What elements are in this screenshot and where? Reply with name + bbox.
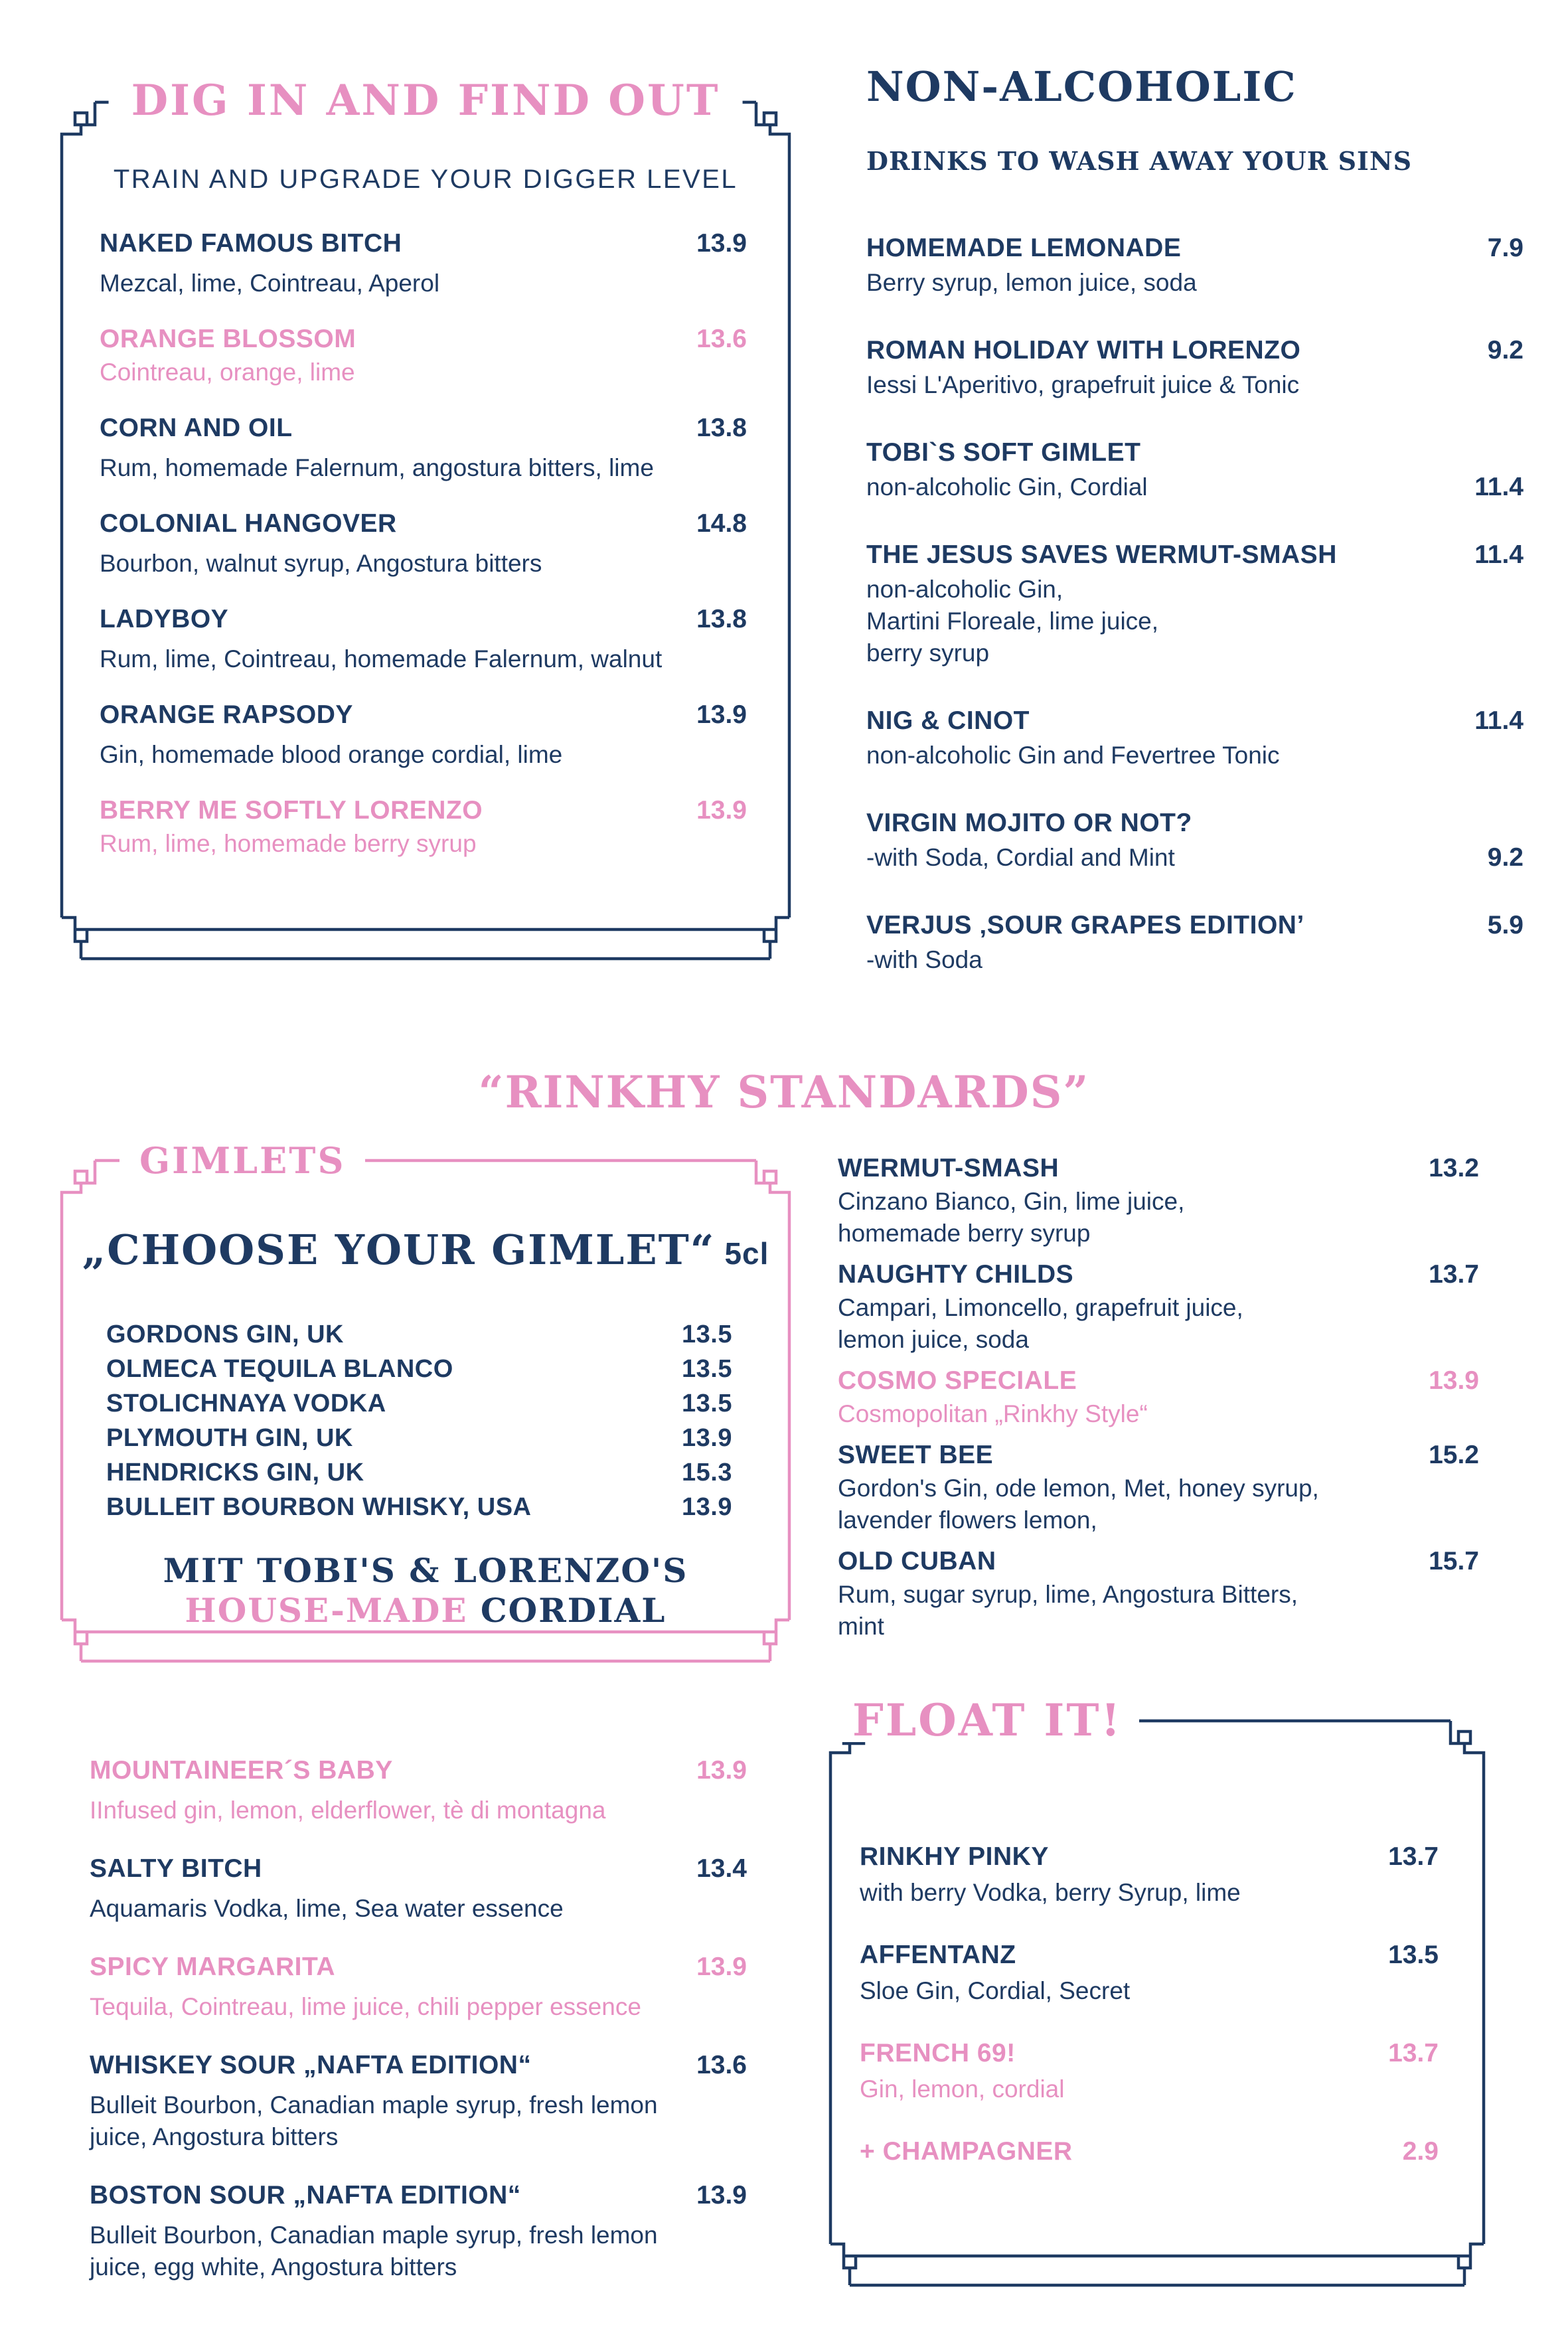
gimlets-footer-line1: MIT TOBI'S & LORENZO'S bbox=[163, 1551, 688, 1590]
item-name: ORANGE RAPSODY bbox=[100, 700, 353, 729]
item-desc-row bbox=[838, 1579, 1479, 1611]
item-desc: Rum, homemade Falernum, angostura bitters, lime bbox=[100, 454, 654, 481]
item-desc: berry syrup bbox=[866, 639, 990, 667]
item-desc-row bbox=[100, 828, 747, 860]
item-desc-row bbox=[866, 637, 1524, 669]
item-desc-row bbox=[866, 944, 1524, 976]
item-name: CORN AND OIL bbox=[100, 414, 293, 442]
dig-in-item-list bbox=[100, 229, 747, 885]
item-desc: Rum, sugar syrup, lime, Angostura Bitters, bbox=[838, 1581, 1298, 1608]
item-desc-row bbox=[90, 1893, 747, 1925]
item-desc-row bbox=[100, 357, 747, 388]
item-name: THE JESUS SAVES WERMUT-SMASH bbox=[866, 540, 1337, 569]
menu-item bbox=[866, 809, 1524, 874]
item-desc-row bbox=[90, 1795, 747, 1826]
menu-item bbox=[90, 2181, 747, 2283]
item-name-row bbox=[90, 2181, 747, 2210]
gimlets-footer-accent: HOUSE-MADE bbox=[185, 1591, 468, 1630]
menu-item bbox=[860, 2039, 1439, 2105]
item-price: 15.7 bbox=[1429, 1547, 1479, 1575]
gimlet-row bbox=[106, 1386, 732, 1421]
item-desc: lemon juice, soda bbox=[838, 1326, 1029, 1353]
gimlets-headline-text: „CHOOSE YOUR GIMLET“ bbox=[82, 1226, 716, 1274]
item-name: AFFENTANZ bbox=[860, 1941, 1016, 1969]
item-desc-row bbox=[860, 1877, 1439, 1909]
gimlet-row bbox=[106, 1455, 732, 1490]
item-name: ORANGE BLOSSOM bbox=[100, 325, 356, 353]
item-price: 13.7 bbox=[1388, 1842, 1439, 1871]
item-desc-row bbox=[866, 574, 1524, 605]
item-name-row bbox=[100, 229, 747, 258]
item-name-row bbox=[838, 1260, 1479, 1289]
item-desc: Rum, lime, Cointreau, homemade Falernum, walnut bbox=[100, 645, 663, 673]
item-name-row bbox=[90, 1854, 747, 1884]
menu-item bbox=[100, 414, 747, 484]
gimlet-price: 13.5 bbox=[682, 1321, 732, 1348]
item-desc-row bbox=[838, 1218, 1479, 1249]
item-desc: Bulleit Bourbon, Canadian maple syrup, fresh lemon bbox=[90, 2091, 658, 2119]
item-desc: Mezcal, lime, Cointreau, Aperol bbox=[100, 270, 440, 297]
item-desc-row bbox=[100, 739, 747, 771]
item-name: RINKHY PINKY bbox=[860, 1842, 1049, 1871]
item-price: 13.8 bbox=[696, 605, 747, 633]
gimlets-headline-size: 5cl bbox=[724, 1236, 769, 1271]
item-desc-row bbox=[838, 1398, 1479, 1430]
item-desc: mint bbox=[838, 1613, 884, 1640]
menu-item bbox=[90, 1953, 747, 2023]
menu-item bbox=[100, 700, 747, 771]
gimlet-spirit-list bbox=[106, 1317, 732, 1524]
item-desc: Berry syrup, lemon juice, soda bbox=[866, 269, 1197, 296]
item-price: 13.7 bbox=[1429, 1260, 1479, 1289]
item-name: MOUNTAINEER´S BABY bbox=[90, 1756, 393, 1785]
item-desc-row bbox=[866, 369, 1524, 401]
item-name: VIRGIN MOJITO OR NOT? bbox=[866, 809, 1192, 837]
item-name: WHISKEY SOUR „NAFTA EDITION“ bbox=[90, 2051, 532, 2079]
menu-item bbox=[90, 1854, 747, 1925]
menu-item bbox=[866, 438, 1524, 503]
item-price: 2.9 bbox=[1402, 2137, 1439, 2166]
menu-item bbox=[866, 706, 1524, 771]
menu-item bbox=[866, 911, 1524, 976]
item-desc: non-alcoholic Gin, bbox=[866, 576, 1063, 603]
item-name: COLONIAL HANGOVER bbox=[100, 509, 397, 538]
item-name: + CHAMPAGNER bbox=[860, 2137, 1073, 2166]
item-price: 13.9 bbox=[696, 229, 747, 258]
item-name-row bbox=[866, 234, 1524, 263]
item-price: 11.4 bbox=[1474, 540, 1524, 569]
item-desc: Sloe Gin, Cordial, Secret bbox=[860, 1977, 1131, 2004]
item-price: 13.6 bbox=[696, 2051, 747, 2079]
gimlet-name: STOLICHNAYA VODKA bbox=[106, 1390, 386, 1417]
item-price: 9.2 bbox=[1487, 336, 1524, 364]
item-desc: Aquamaris Vodka, lime, Sea water essence bbox=[90, 1895, 564, 1922]
item-name-row bbox=[100, 414, 747, 443]
menu-item bbox=[866, 336, 1524, 401]
item-price: 13.2 bbox=[1429, 1154, 1479, 1182]
item-desc-row bbox=[90, 2251, 747, 2283]
item-name-row bbox=[838, 1547, 1479, 1576]
item-name: NIG & CINOT bbox=[866, 706, 1030, 735]
gimlets-headline bbox=[56, 1226, 795, 1274]
item-price: 13.6 bbox=[696, 325, 747, 353]
item-desc: juice, egg white, Angostura bitters bbox=[90, 2253, 457, 2281]
item-desc: non-alcoholic Gin and Fevertree Tonic bbox=[866, 742, 1280, 769]
item-name: BOSTON SOUR „NAFTA EDITION“ bbox=[90, 2181, 521, 2209]
item-desc-row bbox=[838, 1473, 1479, 1504]
menu-item bbox=[838, 1547, 1479, 1643]
item-name-row bbox=[100, 605, 747, 634]
gimlet-name: BULLEIT BOURBON WHISKY, USA bbox=[106, 1493, 532, 1521]
menu-item bbox=[838, 1441, 1479, 1536]
item-desc-row bbox=[100, 268, 747, 299]
item-desc-row bbox=[866, 267, 1524, 299]
item-name-row bbox=[866, 336, 1524, 365]
menu-item bbox=[838, 1154, 1479, 1249]
item-name: BERRY ME SOFTLY LORENZO bbox=[100, 796, 483, 825]
gimlet-row bbox=[106, 1317, 732, 1352]
item-desc: -with Soda, Cordial and Mint bbox=[866, 844, 1175, 871]
item-price: 11.4 bbox=[1474, 473, 1524, 501]
menu-item bbox=[100, 509, 747, 580]
item-desc: Cosmopolitan „Rinkhy Style“ bbox=[838, 1400, 1148, 1427]
item-desc-row bbox=[100, 548, 747, 580]
item-desc-row bbox=[860, 1975, 1439, 2007]
item-price: 13.9 bbox=[696, 796, 747, 825]
item-desc: Gin, homemade blood orange cordial, lime bbox=[100, 741, 563, 768]
menu-item bbox=[860, 1842, 1439, 1909]
item-name-row bbox=[90, 1756, 747, 1785]
gimlet-name: OLMECA TEQUILA BLANCO bbox=[106, 1355, 453, 1383]
menu-item bbox=[866, 234, 1524, 299]
item-name-row bbox=[860, 1941, 1439, 1970]
item-price: 13.9 bbox=[1429, 1366, 1479, 1395]
item-desc: with berry Vodka, berry Syrup, lime bbox=[860, 1879, 1241, 1906]
item-desc: juice, Angostura bitters bbox=[90, 2123, 339, 2150]
menu-item bbox=[100, 229, 747, 299]
item-price: 5.9 bbox=[1487, 911, 1524, 939]
item-desc-row bbox=[860, 2073, 1439, 2105]
gimlets-section bbox=[56, 1139, 795, 1666]
item-desc-row bbox=[90, 2121, 747, 2153]
item-desc-row bbox=[838, 1292, 1479, 1324]
item-name: NAUGHTY CHILDS bbox=[838, 1260, 1074, 1289]
dig-in-subtitle: TRAIN AND UPGRADE YOUR DIGGER LEVEL bbox=[113, 165, 738, 194]
item-name: LADYBOY bbox=[100, 605, 229, 633]
item-desc: Tequila, Cointreau, lime juice, chili pepper essence bbox=[90, 1993, 641, 2020]
item-desc: Gin, lemon, cordial bbox=[860, 2075, 1065, 2103]
item-price: 13.9 bbox=[696, 700, 747, 729]
non-alcoholic-section bbox=[866, 62, 1524, 1013]
item-name-row bbox=[866, 540, 1524, 570]
item-desc: Bulleit Bourbon, Canadian maple syrup, fresh lemon bbox=[90, 2221, 658, 2249]
item-desc-row bbox=[90, 1991, 747, 2023]
item-name-row bbox=[838, 1441, 1479, 1470]
menu-item bbox=[90, 1756, 747, 1826]
item-name-row bbox=[90, 2051, 747, 2080]
item-desc-row bbox=[866, 471, 1524, 503]
gimlet-price: 15.3 bbox=[682, 1459, 732, 1486]
item-price: 13.4 bbox=[696, 1854, 747, 1883]
item-price: 14.8 bbox=[696, 509, 747, 538]
gimlet-row bbox=[106, 1352, 732, 1386]
gimlet-row bbox=[106, 1490, 732, 1524]
gimlets-title: GIMLETS bbox=[119, 1143, 365, 1178]
menu-item bbox=[866, 540, 1524, 669]
standards-item-list bbox=[838, 1154, 1479, 1653]
gimlet-price: 13.9 bbox=[682, 1424, 732, 1452]
item-desc: lavender flowers lemon, bbox=[838, 1506, 1097, 1534]
gimlets-footer-rest: CORDIAL bbox=[467, 1591, 666, 1630]
item-desc: Cointreau, orange, lime bbox=[100, 359, 355, 386]
menu-item bbox=[860, 2137, 1439, 2166]
menu-item bbox=[100, 325, 747, 388]
item-name-row bbox=[100, 325, 747, 354]
item-price: 13.9 bbox=[696, 2181, 747, 2209]
dig-in-title: DIG IN AND FIND OUT bbox=[109, 80, 743, 122]
item-name-row bbox=[838, 1366, 1479, 1396]
item-price: 13.9 bbox=[696, 1953, 747, 1981]
menu-item bbox=[860, 1941, 1439, 2007]
item-name-row bbox=[860, 1842, 1439, 1872]
item-desc-row bbox=[866, 605, 1524, 637]
gimlets-footer-line2 bbox=[56, 1591, 795, 1631]
item-name: HOMEMADE LEMONADE bbox=[866, 234, 1182, 262]
item-price: 13.8 bbox=[696, 414, 747, 442]
non-alcoholic-subtitle: DRINKS TO WASH AWAY YOUR SINS bbox=[866, 146, 1413, 176]
gimlets-footer bbox=[56, 1551, 795, 1631]
classics-item-list bbox=[90, 1756, 747, 2311]
item-desc-row bbox=[100, 643, 747, 675]
standards-heading: “RINKHY STANDARDS” bbox=[478, 1066, 1090, 1118]
item-name-row bbox=[90, 1953, 747, 1982]
item-name-row bbox=[100, 796, 747, 825]
dig-in-section bbox=[56, 76, 795, 964]
gimlet-price: 13.5 bbox=[682, 1355, 732, 1383]
gimlet-name: HENDRICKS GIN, UK bbox=[106, 1459, 364, 1486]
item-desc-row bbox=[866, 740, 1524, 771]
menu-item bbox=[100, 605, 747, 675]
item-desc: Gordon's Gin, ode lemon, Met, honey syrup, bbox=[838, 1475, 1319, 1502]
gimlet-price: 13.5 bbox=[682, 1390, 732, 1417]
item-name-row bbox=[100, 509, 747, 538]
item-desc: -with Soda bbox=[866, 946, 982, 973]
item-name-row bbox=[866, 809, 1524, 838]
item-price: 7.9 bbox=[1487, 234, 1524, 262]
item-name: SPICY MARGARITA bbox=[90, 1953, 336, 1981]
item-name: SWEET BEE bbox=[838, 1441, 994, 1469]
item-name: ROMAN HOLIDAY WITH LORENZO bbox=[866, 336, 1301, 364]
item-desc-row bbox=[838, 1186, 1479, 1218]
non-alcoholic-item-list bbox=[866, 234, 1524, 976]
item-desc-row bbox=[866, 842, 1524, 874]
gimlet-name: PLYMOUTH GIN, UK bbox=[106, 1424, 353, 1452]
non-alcoholic-title: NON-ALCOHOLIC bbox=[866, 62, 1297, 111]
item-name-row bbox=[866, 706, 1524, 736]
item-desc: Martini Floreale, lime juice, bbox=[866, 607, 1159, 635]
item-desc: Rum, lime, homemade berry syrup bbox=[100, 830, 477, 857]
item-desc-row bbox=[90, 2089, 747, 2121]
item-desc-row bbox=[838, 1324, 1479, 1356]
item-price: 13.5 bbox=[1388, 1941, 1439, 1969]
menu-item bbox=[838, 1366, 1479, 1430]
item-name-row bbox=[860, 2137, 1439, 2166]
item-desc: Campari, Limoncello, grapefruit juice, bbox=[838, 1294, 1243, 1321]
item-price: 11.4 bbox=[1474, 706, 1524, 735]
item-desc: Iessi L'Aperitivo, grapefruit juice & Tonic bbox=[866, 371, 1300, 398]
menu-item bbox=[838, 1260, 1479, 1356]
item-name: COSMO SPECIALE bbox=[838, 1366, 1077, 1395]
item-name-row bbox=[860, 2039, 1439, 2068]
item-desc: non-alcoholic Gin, Cordial bbox=[866, 473, 1148, 501]
item-name: FRENCH 69! bbox=[860, 2039, 1016, 2067]
item-desc: Cinzano Bianco, Gin, lime juice, bbox=[838, 1188, 1185, 1215]
float-it-section bbox=[825, 1694, 1489, 2290]
item-desc-row bbox=[90, 2219, 747, 2251]
item-name-row bbox=[100, 700, 747, 730]
item-price: 13.7 bbox=[1388, 2039, 1439, 2067]
float-it-item-list bbox=[860, 1842, 1439, 2198]
item-name: SALTY BITCH bbox=[90, 1854, 262, 1883]
item-desc-row bbox=[100, 452, 747, 484]
menu-item bbox=[100, 796, 747, 860]
item-name-row bbox=[838, 1154, 1479, 1183]
item-price: 13.9 bbox=[696, 1756, 747, 1785]
item-desc: Bourbon, walnut syrup, Angostura bitters bbox=[100, 550, 542, 577]
item-name-row bbox=[866, 438, 1524, 467]
gimlet-price: 13.9 bbox=[682, 1493, 732, 1521]
gimlet-row bbox=[106, 1421, 732, 1455]
item-name: WERMUT-SMASH bbox=[838, 1154, 1059, 1182]
item-desc: homemade berry syrup bbox=[838, 1220, 1091, 1247]
gimlet-name: GORDONS GIN, UK bbox=[106, 1321, 344, 1348]
item-name: TOBI`S SOFT GIMLET bbox=[866, 438, 1141, 467]
item-desc-row bbox=[838, 1504, 1479, 1536]
item-price: 15.2 bbox=[1429, 1441, 1479, 1469]
item-desc: IInfused gin, lemon, elderflower, tè di montagna bbox=[90, 1797, 606, 1824]
item-name: VERJUS ‚SOUR GRAPES EDITION’ bbox=[866, 911, 1304, 939]
item-desc-row bbox=[838, 1611, 1479, 1643]
item-name: NAKED FAMOUS BITCH bbox=[100, 229, 402, 258]
item-name: OLD CUBAN bbox=[838, 1547, 996, 1575]
item-name-row bbox=[866, 911, 1524, 940]
item-price: 9.2 bbox=[1487, 843, 1524, 872]
menu-item bbox=[90, 2051, 747, 2153]
float-it-title: FLOAT IT! bbox=[835, 1698, 1139, 1742]
